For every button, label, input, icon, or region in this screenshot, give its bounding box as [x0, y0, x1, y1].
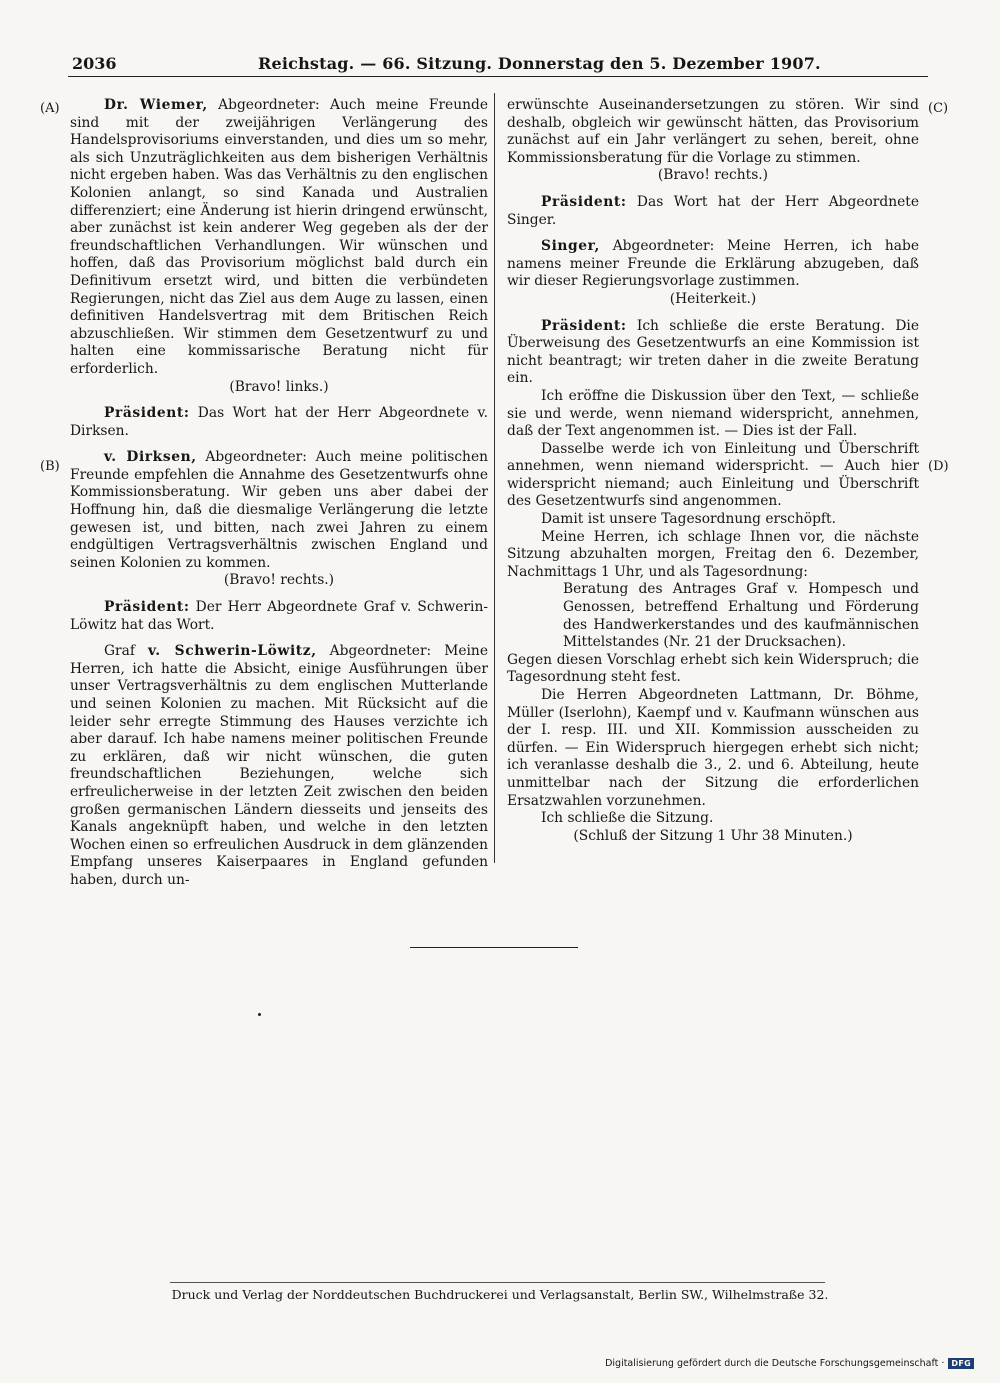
- speech-paragraph: [70, 599, 488, 634]
- speech-text: Abgeordneter: Meine Herren, ich hatte die Absicht, einige Ausführungen über unser Vertragsverhältnis zu dem englischen Mutterlande und seinen Kolonien zu machen. Mit Rücksicht auf die leider sehr erregte Stimmung des Hauses verzichte ich aber darauf. Ich habe namens meiner politischen Freunde zu erklären, daß wir nicht wünschen, die guten freundschaftlichen Beziehungen, welche sich erfreulicherweise in der letzten Zeit zwischen den beiden großen germanischen Ländern diesseits und jenseits des Kanals angeknüpft haben, und welche in den letzten Wochen einen so erfreulichen Ausdruck in dem glänzenden Empfang unseres Kaiserpaares in England gefunden haben, durch un-: [70, 643, 488, 888]
- paragraph: Meine Herren, ich schlage Ihnen vor, die nächste Sitzung abzuhalten morgen, Freitag den 6. Dezember, Nachmittags 1 Uhr, und als Tagesordnung:: [507, 528, 919, 580]
- speech-paragraph: [507, 194, 919, 229]
- column-divider: [494, 93, 495, 863]
- paragraph: Gegen diesen Vorschlag erhebt sich kein Widerspruch; die Tagesordnung steht fest.: [507, 651, 919, 686]
- speech-text: Abgeordneter: Meine Herren, ich habe namens meiner Freunde die Erklärung abzugeben, daß wir dieser Regierungsvorlage zustimmen.: [507, 238, 919, 290]
- paragraph: Ich schließe die Sitzung.: [541, 810, 714, 827]
- agenda-item: Beratung des Antrages Graf v. Hompesch und Genossen, betreffend Erhaltung und Förderung des Handwerkerstandes und des kaufmännischen Mittelstandes (Nr. 21 der Drucksachen).: [563, 581, 919, 651]
- speech-paragraph: [70, 405, 488, 440]
- margin-mark-a: (A): [40, 101, 60, 116]
- interjection: (Schluß der Sitzung 1 Uhr 38 Minuten.): [573, 827, 853, 844]
- margin-mark-b: (B): [40, 459, 60, 474]
- speech-paragraph: [507, 238, 919, 291]
- interjection: (Bravo! links.): [229, 378, 329, 395]
- paragraph: Ich eröffne die Diskussion über den Text, — schließe sie und werde, wenn niemand widerspricht, annehmen, daß der Text angenommen ist. — Dies ist der Fall.: [507, 387, 919, 440]
- speech-text: Abgeordneter: Auch meine Freunde sind mit der zweijährigen Verlängerung des Handelsprovisoriums einverstanden, und dies um so mehr, als sich Unzuträglichkeiten aus dem bisherigen Verhältnis nicht ergeben haben. Was das Verhältnis zu den englischen Kolonien anlangt, so sind Kanada und Australien differenziert; eine Änderung ist hierin dringend erwünscht, aber zunächst ist kein anderer Weg gegeben als der der freundschaftlichen Verhandlungen. Wir wünschen und hoffen, daß das Provisorium möglichst bald durch ein Definitivum ersetzt wird, und bitten die verbündeten Regierungen, nicht das Ziel aus dem Auge zu lassen, einen definitiven Handelsvertrag mit dem Britischen Reich abzuschließen. Wir stimmen dem Gesetzentwurf zu und halten eine kommissarische Beratung nicht für erforderlich.: [70, 97, 488, 377]
- page-header: [68, 54, 928, 77]
- dfg-logo: DFG: [948, 1358, 974, 1369]
- right-column: [507, 97, 919, 845]
- stray-dot: [258, 1013, 261, 1016]
- speaker-name: Präsident:: [104, 405, 190, 422]
- speech-text: Abgeordneter: Auch meine politischen Freunde empfehlen die Annahme des Gesetzentwurfs ohne Kommissionsberatung. Wir geben uns aber dabei der Hoffnung hin, daß die diesmalige Verlängerung die letzte gewesen ist, und bitten, nach zwei Jahren zu einem endgültigen Vertragsverhältnis zwischen England und seinen Kolonien zu kommen.: [70, 449, 488, 571]
- speaker-name: v. Schwerin-Löwitz,: [147, 643, 317, 660]
- speech-text: Der Herr Abgeordnete Graf v. Schwerin-Löwitz hat das Wort.: [70, 599, 488, 633]
- speaker-name: Präsident:: [541, 193, 627, 210]
- speech-text: Das Wort hat der Herr Abgeordnete v. Dirksen.: [70, 405, 488, 439]
- speaker-name: Dr. Wiemer,: [104, 97, 208, 113]
- speaker-name: Singer,: [541, 238, 600, 255]
- paragraph: Damit ist unsere Tagesordnung erschöpft.: [541, 511, 836, 528]
- left-column: [70, 97, 488, 890]
- interjection: (Bravo! rechts.): [657, 167, 769, 184]
- interjection: (Bravo! rechts.): [223, 572, 335, 589]
- paragraph: erwünschte Auseinandersetzungen zu stören. Wir sind deshalb, obgleich wir gewünscht hätten, das Provisorium zunächst auf ein Jahr verlängert zu sehen, bereit, ohne Kommissionsberatung für die Vorlage zu stimmen.: [507, 97, 919, 166]
- printer-imprint: Druck und Verlag der Norddeutschen Buchdruckerei und Verlagsanstalt, Berlin SW., Wilhelmstraße 32.: [171, 1287, 829, 1302]
- speech-paragraph: [70, 449, 488, 572]
- speech-text: Ich schließe die erste Beratung. Die Überweisung des Gesetzentwurfs an eine Kommission ist nicht beantragt; wir treten daher in die zweite Beratung ein.: [507, 317, 919, 387]
- paragraph: Dasselbe werde ich von Einleitung und Überschrift annehmen, wenn niemand widerspricht. — Auch hier widerspricht niemand; auch Einleitung und Überschrift des Gesetzentwurfs sind angenommen.: [507, 440, 919, 510]
- running-title: Reichstag. — 66. Sitzung. Donnerstag den 5. Dezember 1907.: [258, 54, 821, 73]
- digitization-text: Digitalisierung gefördert durch die Deutsche Forschungsgemeinschaft ·: [605, 1358, 945, 1369]
- margin-mark-d: (D): [928, 459, 949, 474]
- speaker-name: v. Dirksen,: [104, 449, 197, 466]
- speaker-name: Präsident:: [104, 599, 190, 616]
- page-number: 2036: [72, 54, 117, 73]
- speaker-title: Graf: [104, 643, 148, 660]
- speaker-name: Präsident:: [541, 317, 627, 334]
- speech-paragraph: [507, 318, 919, 388]
- speech-text: Das Wort hat der Herr Abgeordnete Singer.: [507, 193, 919, 228]
- footer-rule: [170, 1282, 825, 1283]
- digitization-note: [605, 1358, 974, 1369]
- paragraph: Die Herren Abgeordneten Lattmann, Dr. Böhme, Müller (Iserlohn), Kaempf und v. Kaufmann wünschen aus der I. resp. III. und XII. Kommission ausscheiden zu dürfen. — Ein Widerspruch hiergegen erhebt sich nicht; ich veranlasse deshalb die 3., 2. und 6. Abteilung, heute unmittelbar nach der Sitzung die erforderlichen Ersatzwahlen vorzunehmen.: [507, 687, 919, 809]
- interjection: (Heiterkeit.): [669, 290, 757, 307]
- speech-paragraph: [70, 643, 488, 889]
- end-rule: [410, 947, 578, 948]
- margin-mark-c: (C): [928, 101, 949, 116]
- speech-paragraph: [70, 97, 488, 379]
